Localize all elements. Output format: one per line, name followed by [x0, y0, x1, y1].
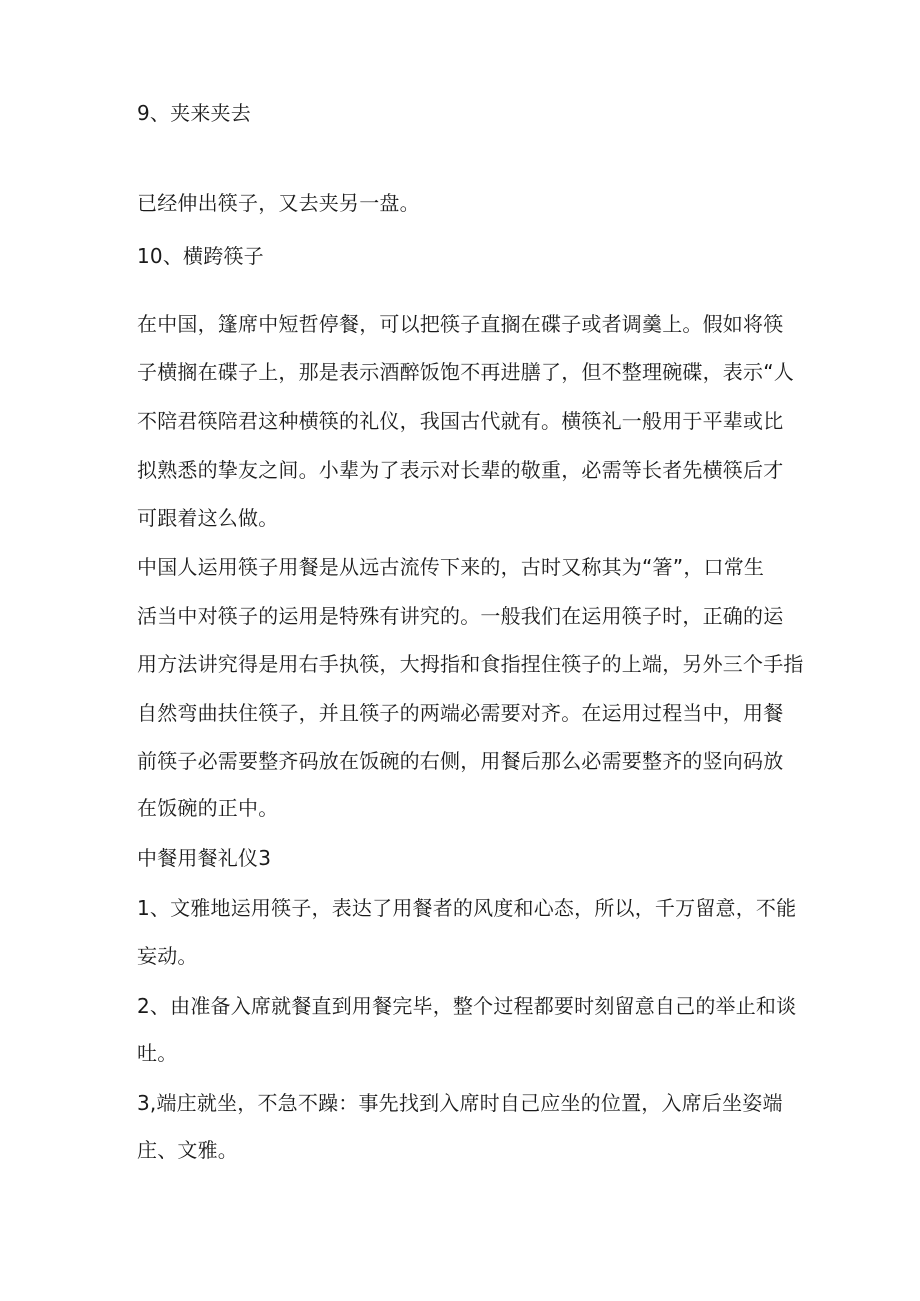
- list-item-1-cont: 妄动。: [137, 944, 198, 968]
- paragraph-line: 可跟着这么做。: [137, 506, 279, 530]
- paragraph-line: 自然弯曲扶住筷子，并且筷子的两端必需要对齐。在运用过程当中，用餐: [137, 701, 784, 725]
- heading-item-9: 9、夹来夹去: [137, 101, 251, 125]
- paragraph-line: 子横搁在碟子上，那是表示酒醉饭饱不再进膳了，但不整理碗碟，表示“人: [137, 360, 794, 384]
- list-item-3-cont: 庄、文雅。: [137, 1138, 238, 1162]
- list-item-3: 3,端庄就坐，不急不躁：事先找到入席时自己应坐的位置，入席后坐姿端: [137, 1091, 783, 1115]
- list-item-2: 2、由准备入席就餐直到用餐完毕，整个过程都要时刻留意自己的举止和谈: [137, 994, 797, 1018]
- list-item-2-cont: 吐。: [137, 1041, 178, 1065]
- paragraph-line: 拟熟悉的挚友之间。小辈为了表示对长辈的敬重，必需等长者先横筷后才: [137, 458, 784, 482]
- paragraph-line: 不陪君筷陪君这种横筷的礼仪，我国古代就有。横筷礼一般用于平辈或比: [137, 409, 784, 433]
- list-item-1: 1、文雅地运用筷子，表达了用餐者的风度和心态，所以，千万留意，不能: [137, 896, 797, 920]
- paragraph-line: 用方法讲究得是用右手执筷，大拇指和食指捏住筷子的上端，另外三个手指: [137, 652, 804, 676]
- paragraph-line: 前筷子必需要整齐码放在饭碗的右侧，用餐后那么必需要整齐的竖向码放: [137, 749, 784, 773]
- paragraph-line: 在中国，篷席中短哲停餐，可以把筷子直搁在碟子或者调羹上。假如将筷: [137, 312, 784, 336]
- paragraph-line: 中国人运用筷子用餐是从远古流传下来的，古时又称其为“箸”，口常生: [137, 555, 765, 579]
- paragraph-line: 活当中对筷子的运用是特殊有讲究的。一般我们在运用筷子时，正确的运: [137, 604, 784, 628]
- section-heading: 中餐用餐礼仪3: [137, 846, 272, 870]
- paragraph-line: 已经伸出筷子，又去夹另一盘。: [137, 191, 420, 215]
- paragraph-line: 在饭碗的正中。: [137, 796, 279, 820]
- heading-item-10: 10、横跨筷子: [137, 244, 264, 268]
